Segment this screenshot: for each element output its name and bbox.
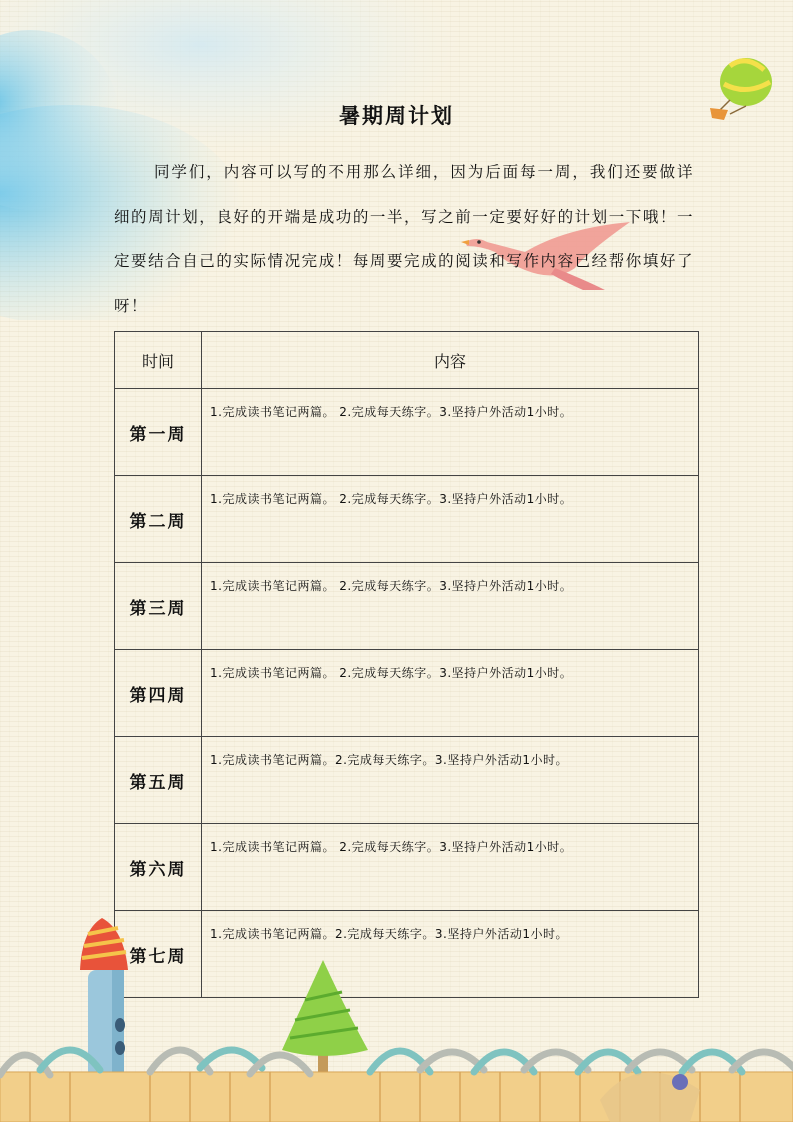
table-row bbox=[115, 824, 699, 911]
week-label: 第三周 bbox=[115, 563, 202, 650]
week-content: 1.完成读书笔记两篇。2.完成每天练字。3.坚持户外活动1小时。 bbox=[202, 911, 699, 998]
table-row bbox=[115, 650, 699, 737]
table-header-row bbox=[115, 332, 699, 389]
week-content: 1.完成读书笔记两篇。2.完成每天练字。3.坚持户外活动1小时。 bbox=[202, 737, 699, 824]
table-row bbox=[115, 737, 699, 824]
week-content: 1.完成读书笔记两篇。 2.完成每天练字。3.坚持户外活动1小时。 bbox=[202, 563, 699, 650]
page-title: 暑期周计划 bbox=[339, 103, 454, 128]
table-row bbox=[115, 476, 699, 563]
week-label: 第七周 bbox=[115, 911, 202, 998]
table-row bbox=[115, 563, 699, 650]
week-content: 1.完成读书笔记两篇。 2.完成每天练字。3.坚持户外活动1小时。 bbox=[202, 824, 699, 911]
week-label: 第四周 bbox=[115, 650, 202, 737]
column-header-content: 内容 bbox=[202, 332, 699, 389]
week-label: 第五周 bbox=[115, 737, 202, 824]
week-label: 第二周 bbox=[115, 476, 202, 563]
table-row bbox=[115, 389, 699, 476]
week-label: 第六周 bbox=[115, 824, 202, 911]
week-content: 1.完成读书笔记两篇。 2.完成每天练字。3.坚持户外活动1小时。 bbox=[202, 389, 699, 476]
weekly-plan-table bbox=[114, 331, 699, 998]
week-content: 1.完成读书笔记两篇。 2.完成每天练字。3.坚持户外活动1小时。 bbox=[202, 476, 699, 563]
column-header-time: 时间 bbox=[115, 332, 202, 389]
intro-paragraph: 同学们，内容可以写的不用那么详细，因为后面每一周，我们还要做详细的周计划，良好的开端是成功的一半，写之前一定要好好的计划一下哦！一定要结合自己的实际情况完成！每周要完成的阅读和写作内容已经帮你填好了呀！ bbox=[114, 163, 694, 315]
week-content: 1.完成读书笔记两篇。 2.完成每天练字。3.坚持户外活动1小时。 bbox=[202, 650, 699, 737]
fence-scene-illustration bbox=[0, 900, 793, 1122]
week-label: 第一周 bbox=[115, 389, 202, 476]
